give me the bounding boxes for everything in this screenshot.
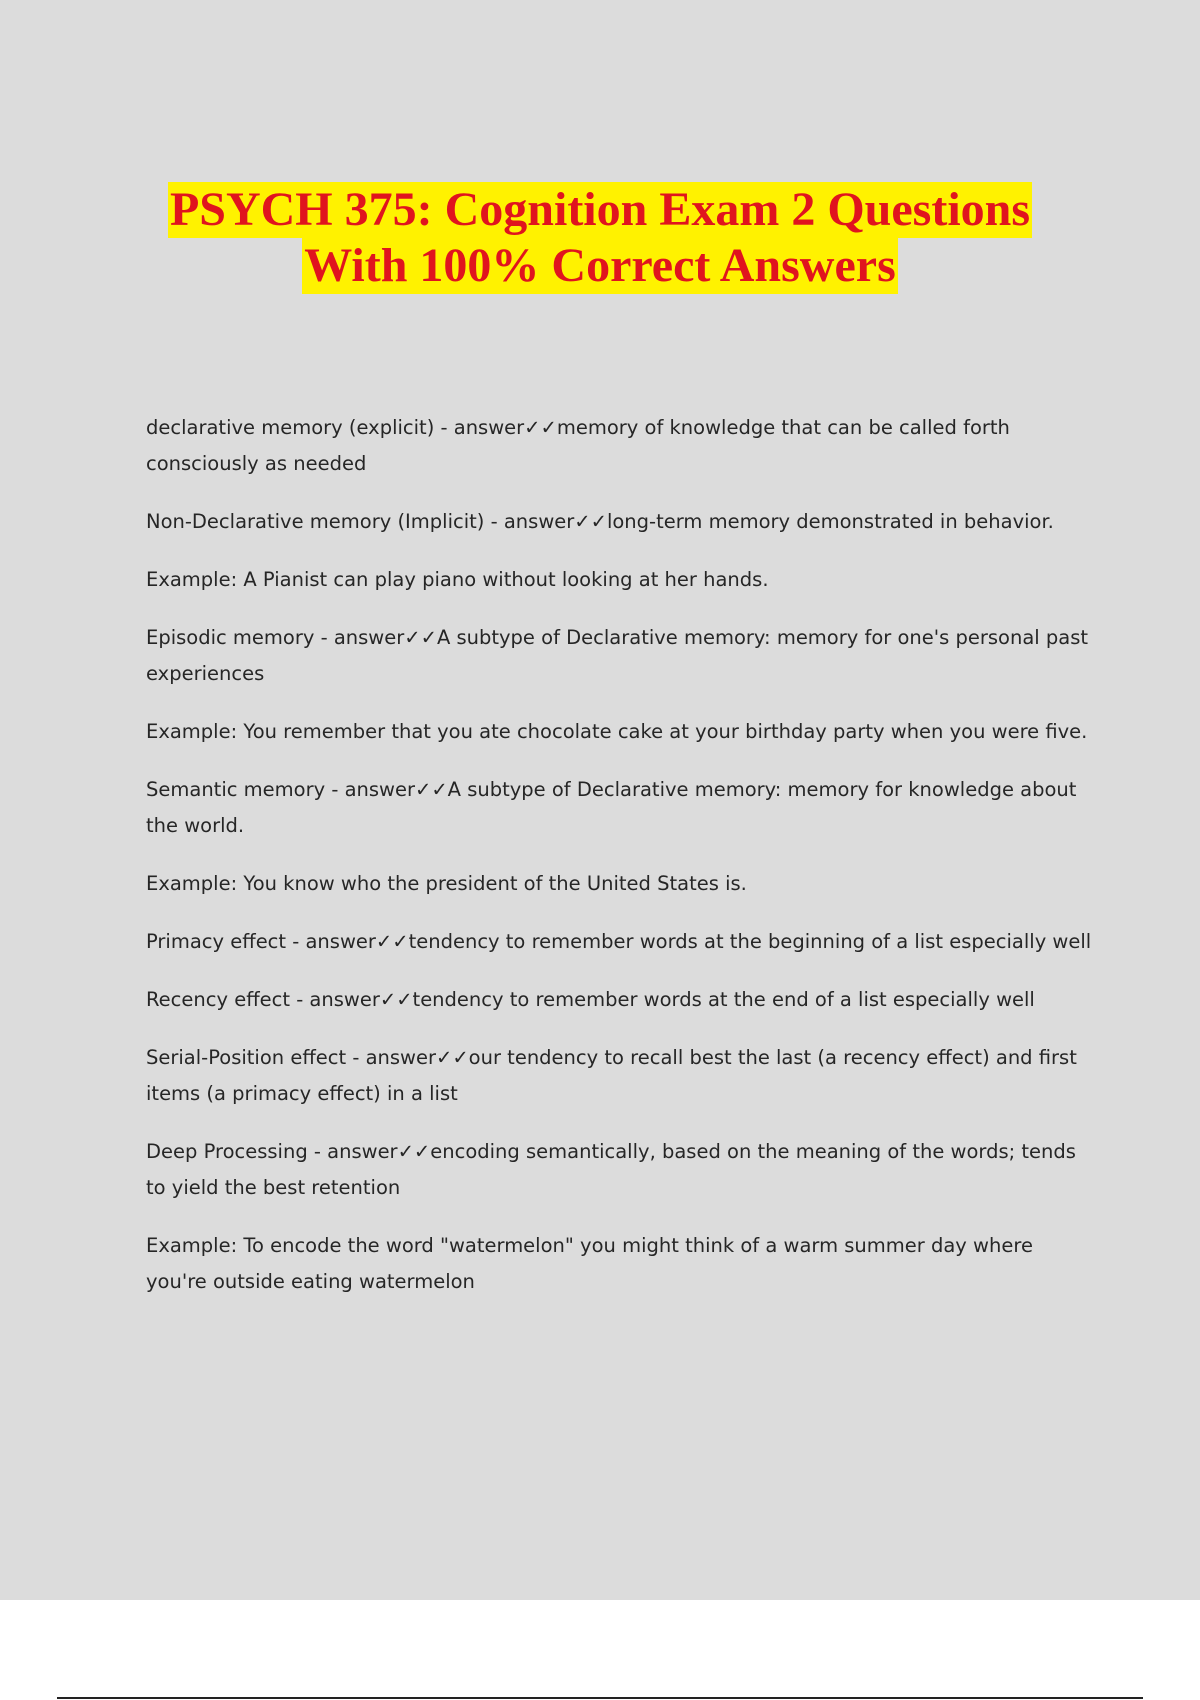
list-item: Recency effect - answer✓✓tendency to remember words at the end of a list especially well [146,988,1035,1011]
list-item: declarative memory (explicit) - answer✓✓memory of knowledge that can be called forth consciously as needed [146,416,1010,475]
page-title-line-2: With 100% Correct Answers [304,239,896,292]
list-item: Example: To encode the word "watermelon" you might think of a warm summer day where you're outside eating watermelon [146,1234,1033,1293]
list-item: Non-Declarative memory (Implicit) - answer✓✓long-term memory demonstrated in behavior. [146,510,1054,533]
list-item: Semantic memory - answer✓✓A subtype of Declarative memory: memory for knowledge about the world. [146,778,1077,837]
list-item: Primacy effect - answer✓✓tendency to remember words at the beginning of a list especially well [146,930,1092,953]
list-item: Episodic memory - answer✓✓A subtype of Declarative memory: memory for one's personal past experiences [146,626,1089,685]
list-item: Deep Processing - answer✓✓encoding semantically, based on the meaning of the words; tends to yield the best retention [146,1140,1076,1199]
list-item: Serial-Position effect - answer✓✓our tendency to recall best the last (a recency effect) and first items (a primacy effect) in a list [146,1046,1077,1105]
question-list [146,410,1096,1322]
page-title [0,182,1200,294]
list-item: Example: You remember that you ate chocolate cake at your birthday party when you were five. [146,720,1088,743]
list-item: Example: A Pianist can play piano without looking at her hands. [146,568,769,591]
page-title-line-1: PSYCH 375: Cognition Exam 2 Questions [169,183,1031,236]
list-item: Example: You know who the president of the United States is. [146,872,747,895]
footer-divider [57,1697,1143,1699]
